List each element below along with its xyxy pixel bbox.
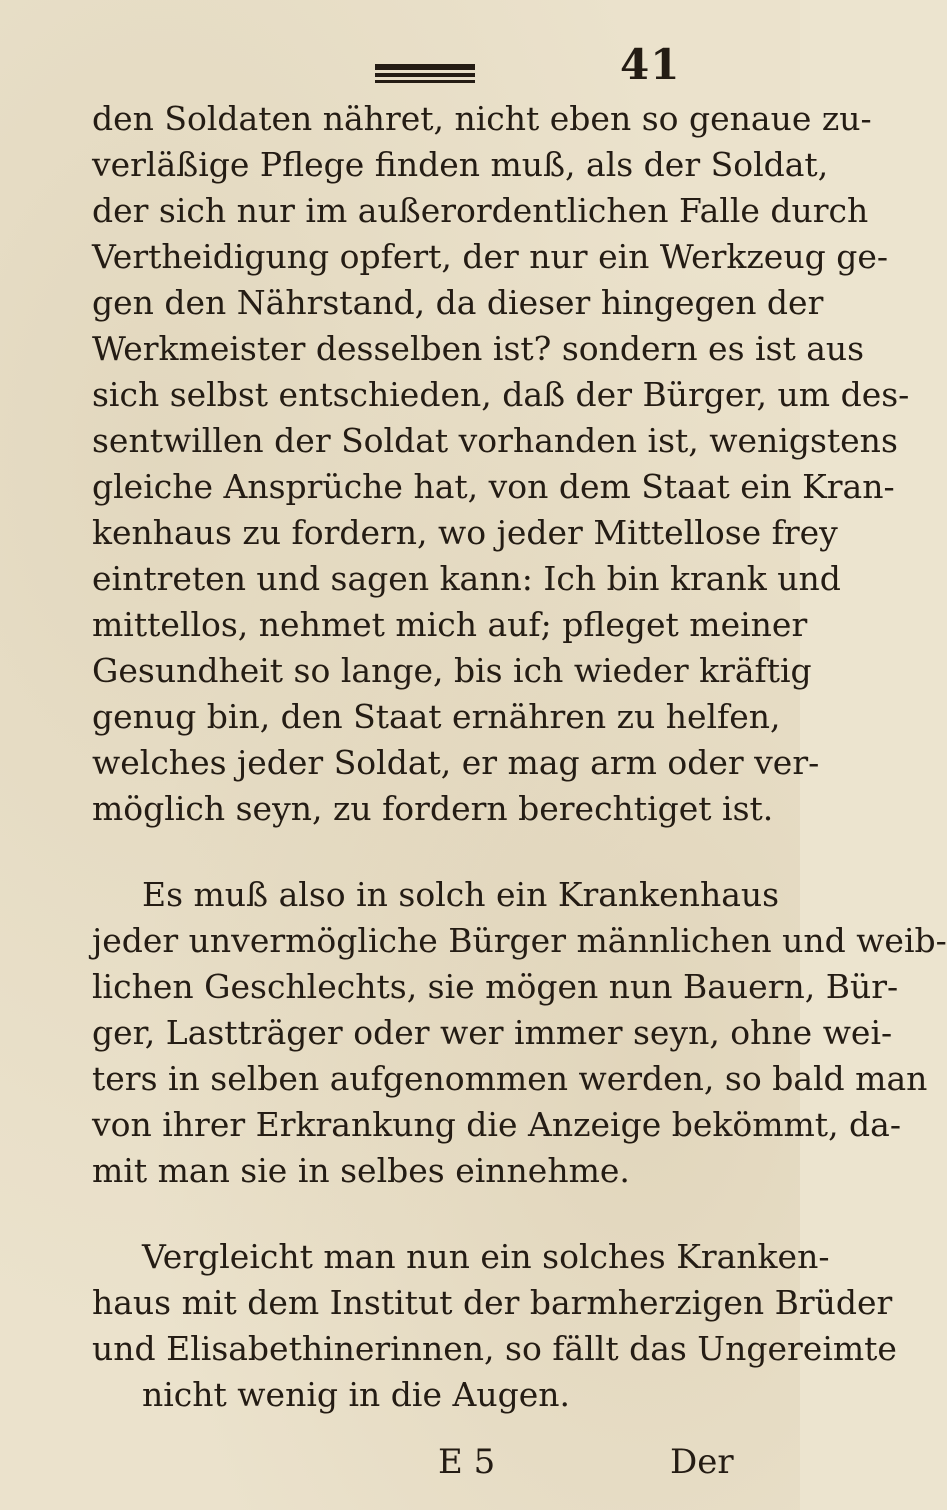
text-line: von ihrer Erkrankung die Anzeige bekömmt, da- [92,1105,901,1144]
text-line: mittellos, nehmet mich auf; pfleget meiner [92,605,808,644]
paragraph-gap [92,832,782,872]
text-line: jeder unvermögliche Bürger männlichen und weib- [92,921,947,960]
text-line: eintreten und sagen kann: Ich bin krank und [92,559,841,598]
signature-mark: E 5 [438,1442,496,1482]
page-footer [0,1442,800,1492]
text-line: Es muß also in solch ein Krankenhaus [142,875,780,914]
paragraph-gap [92,1194,782,1234]
text-line: Gesundheit so lange, bis ich wieder kräftig [92,651,812,690]
page-number: 41 [620,40,681,89]
text-line: sentwillen der Soldat vorhanden ist, wenigstens [92,421,898,460]
printer-ornament-icon [375,62,475,90]
text-line: gleiche Ansprüche hat, von dem Staat ein Kran- [92,467,895,506]
paragraph [92,1234,897,1418]
text-line: Vertheidigung opfert, der nur ein Werkzeug ge- [92,237,889,276]
text-line: ters in selben aufgenommen werden, so bald man [92,1059,928,1098]
text-line: verläßige Pflege finden muß, als der Soldat, [92,145,829,184]
catchword: Der [670,1442,734,1482]
body-text [92,96,947,1418]
text-line: Werkmeister desselben ist? sondern es ist aus [92,329,865,368]
text-line: lichen Geschlechts, sie mögen nun Bauern, Bür- [92,967,899,1006]
text-line: mit man sie in selbes einnehme. [92,1151,630,1190]
paragraph [92,96,910,832]
text-line: kenhaus zu fordern, wo jeder Mittellose frey [92,513,838,552]
text-line: möglich seyn, zu fordern berechtiget ist. [92,789,774,828]
text-line: nicht wenig in die Augen. [142,1375,570,1414]
text-line: gen den Nährstand, da dieser hingegen der [92,283,824,322]
text-line: genug bin, den Staat ernähren zu helfen, [92,697,781,736]
text-line: Vergleicht man nun ein solches Kranken- [142,1237,830,1276]
text-line: und Elisabethinerinnen, so fällt das Ungereimte [92,1329,897,1368]
text-line: sich selbst entschieden, daß der Bürger, um des- [92,375,910,414]
paragraph [92,872,947,1194]
text-line: der sich nur im außerordentlichen Falle durch [92,191,869,230]
text-line: welches jeder Soldat, er mag arm oder ver- [92,743,820,782]
text-line: den Soldaten nähret, nicht eben so genaue zu- [92,99,872,138]
text-line: haus mit dem Institut der barmherzigen Brüder [92,1283,893,1322]
text-line: ger, Lastträger oder wer immer seyn, ohne wei- [92,1013,893,1052]
